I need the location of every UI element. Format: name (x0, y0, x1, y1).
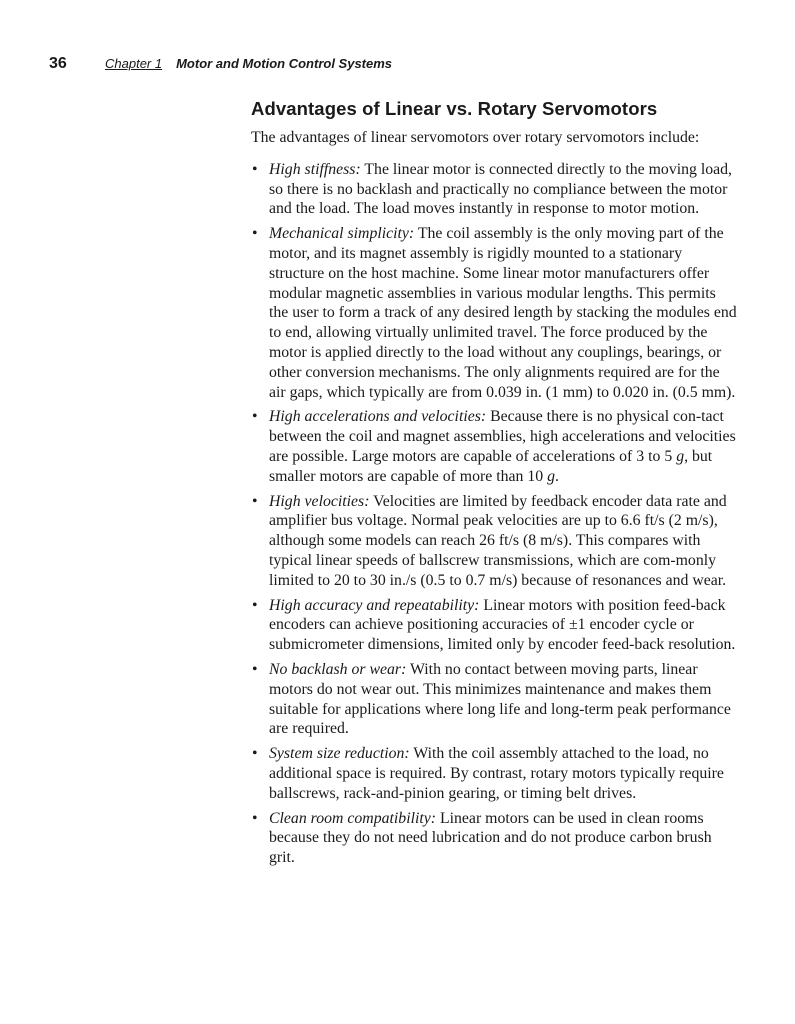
bullet-text: . (555, 467, 559, 485)
bullet-icon: • (252, 160, 258, 178)
chapter-title: Motor and Motion Control Systems (176, 56, 393, 71)
bullet-term: System size reduction: (269, 745, 410, 763)
bullet-text: Because there is no physical con-tact between the coil and magnet assemblies, high accelerations and velocities are possible. Large motors are capable of accelerations of 3 to 5 (269, 408, 736, 465)
list-item-high-velocities (251, 492, 737, 591)
section-heading: Advantages of Linear vs. Rotary Servomotors (251, 98, 658, 119)
bullet-text: Linear motors with position feed-back encoders can achieve positioning accuracies of ±1 encoder cycle or submicrometer dimensions, limited only by encoder feed-back resolution. (269, 596, 736, 654)
list-item-no-backlash (251, 660, 737, 739)
bullet-text: The linear motor is connected directly to the moving load, so there is no backlash and practically no compliance between the motor and the load. The load moves instantly in response to motor motion. (269, 160, 732, 218)
advantages-list (251, 160, 737, 868)
section-intro: The advantages of linear servomotors over rotary servomotors include: (251, 129, 700, 146)
running-head (49, 55, 392, 73)
bullet-term: High velocities: (269, 492, 370, 510)
bullet-text: , but smaller motors are capable of more than 10 (269, 447, 713, 485)
bullet-term: Mechanical simplicity: (269, 225, 415, 243)
bullet-text: The coil assembly is the only moving part of the motor, and its magnet assembly is rigidly mounted to a stationary structure on the host machine. Some linear motor manufacturers offer modular magnetic assemblies in various modular lengths. This permits the user to form a track of any desired length by stacking the modules end to end, allowing virtually unlimited travel. The force produced by the motor is applied directly to the load without any couplings, bearings, or other conversion mechanisms. The only alignments required are for the air gaps, which typically are from 0.039 in. (1 mm) to 0.020 in. (0.5 mm). (269, 225, 737, 401)
bullet-term: High accuracy and repeatability: (269, 596, 480, 614)
bullet-term: High accelerations and velocities: (269, 408, 487, 426)
list-item-mechanical-simplicity (251, 224, 737, 402)
bullet-text: Linear motors can be used in clean rooms because they do not need lubrication and do not produce carbon brush grit. (269, 809, 712, 867)
chapter-label: Chapter 1 (105, 56, 163, 71)
bullet-icon: • (252, 809, 258, 827)
list-item-clean-room (251, 809, 737, 868)
bullet-icon: • (252, 596, 258, 614)
bullet-icon: • (252, 660, 258, 678)
unit-g: g (547, 467, 556, 485)
bullet-term: High stiffness: (269, 160, 361, 178)
list-item-high-accelerations (251, 407, 737, 486)
bullet-icon: • (252, 408, 258, 426)
bullet-icon: • (252, 225, 258, 243)
page-content (251, 98, 737, 873)
bullet-text: With the coil assembly attached to the load, no additional space is required. By contrast, rotary motors typically require ballscrews, rack-and-pinion gearing, or timing belt drives. (269, 745, 724, 802)
bullet-icon: • (252, 745, 258, 763)
unit-g: g (676, 447, 685, 465)
bullet-term: No backlash or wear: (269, 660, 407, 678)
page-number: 36 (49, 55, 67, 72)
list-item-high-accuracy (251, 596, 737, 655)
bullet-text: Velocities are limited by feedback encoder data rate and amplifier bus voltage. Normal peak velocities are up to 6.6 ft/s (2 m/s), although some models can reach 26 ft/s (8 m/s). This compares with typical linear speeds of ballscrew transmissions, which are com-monly limited to 20 to 30 in./s (0.5 to 0.7 m/s) because of resonances and wear. (269, 492, 727, 589)
bullet-text: With no contact between moving parts, linear motors do not wear out. This minimizes maintenance and makes them suitable for applications where long life and long-term peak performance are required. (269, 660, 731, 738)
bullet-icon: • (252, 492, 258, 510)
list-item-system-size-reduction (251, 744, 737, 803)
list-item-high-stiffness (251, 160, 737, 219)
bullet-term: Clean room compatibility: (269, 809, 437, 827)
